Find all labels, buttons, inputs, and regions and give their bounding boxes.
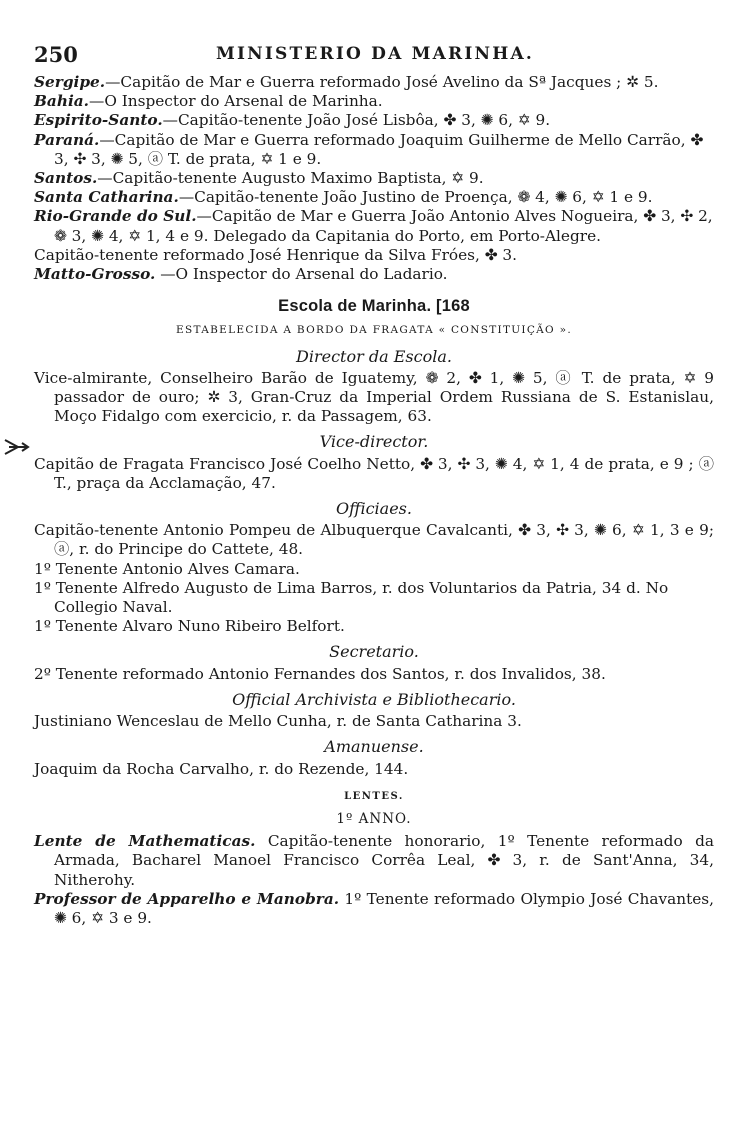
running-title: MINISTERIO DA MARINHA. [215, 44, 534, 64]
staff-entry: 1º Tenente Antonio Alves Camara. [34, 559, 300, 578]
province-entry [34, 111, 714, 130]
province-text: Capitão-tenente reformado José Henrique da Silva Fróes, ✤ 3. [34, 245, 518, 264]
province-name: Matto-Grosso. [34, 265, 156, 284]
subsection-heading: Director da Escola. [296, 346, 452, 366]
staff-entry: 1º Tenente Alfredo Augusto de Lima Barros, r. dos Voluntarios da Patria, 34 d. No Collegio Naval. [34, 578, 669, 617]
province-entry [34, 188, 714, 207]
lente-entry [34, 890, 714, 928]
lente-subject: Lente de Mathematicas. [34, 832, 256, 851]
staff-entry: Capitão de Fragata Francisco José Coelho Netto, ✤ 3, ✣ 3, ✺ 4, ✡ 1, 4 de prata, e 9 ; ⓐ T., praça da Acclamação, 47. [34, 454, 714, 492]
page-header [34, 42, 716, 70]
provinces-list [34, 73, 714, 284]
province-text: —O Inspector do Arsenal de Marinha. [89, 92, 383, 111]
province-text: —Capitão de Mar e Guerra reformado Joaquim Guilherme de Mello Carrão, ✤ 3, ✣ 3, ✺ 5, ⓐ T. de prata, ✡ 1 e 9. [54, 130, 704, 168]
province-entry [34, 131, 714, 169]
province-text: —O Inspector do Arsenal do Ladario. [155, 265, 448, 284]
subsection-heading: Vice-director. [319, 432, 429, 452]
province-entry [34, 92, 714, 111]
province-entry [34, 246, 714, 265]
province-entry [34, 73, 714, 92]
staff-entry: Justiniano Wenceslau de Mello Cunha, r. de Santa Catharina 3. [34, 712, 522, 731]
staff-entry: Capitão-tenente Antonio Pompeu de Albuquerque Cavalcanti, ✤ 3, ✣ 3, ✺ 6, ✡ 1, 3 e 9; ⓐ, r. do Principe do Cattete, 48. [34, 521, 714, 559]
province-text: —Capitão de Mar e Guerra reformado José Avelino da Sª Jacques ; ✲ 5. [105, 73, 659, 91]
subsection-heading: Secretario. [329, 642, 419, 662]
province-name: Santa Catharina. [34, 188, 179, 207]
pointing-hand-mark-icon [2, 436, 32, 458]
lente-subject: Professor de Apparelho e Manobra. [34, 889, 340, 908]
year-heading: 1º ANNO. [336, 810, 412, 827]
lente-text: 1º Tenente reformado Olympio José Chavantes, ✺ 6, ✡ 3 e 9. [54, 889, 714, 927]
section-subtitle: ESTABELECIDA A BORDO DA FRAGATA « CONSTITUIÇÃO ». [176, 324, 572, 337]
staff-entry: 1º Tenente Alvaro Nuno Ribeiro Belfort. [34, 617, 345, 636]
province-text: —Capitão-tenente João Justino de Proença, ❁ 4, ✺ 6, ✡ 1 e 9. [178, 188, 653, 207]
staff-entry: Joaquim da Rocha Carvalho, r. do Rezende, 144. [34, 759, 409, 778]
staff-entry: 2º Tenente reformado Antonio Fernandes dos Santos, r. dos Invalidos, 38. [34, 664, 606, 683]
page-content [34, 73, 714, 928]
province-name: Rio-Grande do Sul. [34, 207, 197, 226]
province-text: —Capitão-tenente João José Lisbôa, ✤ 3, ✺ 6, ✡ 9. [162, 111, 551, 130]
lentes-heading: LENTES. [344, 790, 404, 802]
province-name: Bahia. [34, 92, 90, 111]
province-text: —Capitão-tenente Augusto Maximo Baptista, ✡ 9. [97, 169, 484, 188]
province-entry [34, 207, 714, 245]
province-name: Sergipe. [34, 73, 106, 91]
section-title: Escola de Marinha. [168 [278, 297, 470, 316]
province-entry [34, 265, 714, 284]
subsection-heading: Official Archivista e Bibliothecario. [232, 689, 516, 709]
subsection-heading: Amanuense. [324, 737, 424, 757]
province-text: —Capitão de Mar e Guerra João Antonio Alves Nogueira, ✤ 3, ✣ 2, ❁ 3, ✺ 4, ✡ 1, 4 e 9. Delegado da Capitania do Porto, em Porto-Alegre. [54, 207, 713, 245]
province-name: Paraná. [34, 130, 100, 149]
subsection-heading: Officiaes. [336, 499, 412, 519]
page-number: 250 [34, 42, 78, 67]
province-name: Espirito-Santo. [34, 111, 163, 130]
lente-text: Capitão-tenente honorario, 1º Tenente reformado da Armada, Bacharel Manoel Francisco Corrêa Leal, ✤ 3, r. de Sant'Anna, 34, Nitherohy. [54, 832, 714, 889]
province-name: Santos. [34, 169, 98, 188]
lente-entry [34, 832, 714, 890]
staff-entry: Vice-almirante, Conselheiro Barão de Iguatemy, ❁ 2, ✤ 1, ✺ 5, ⓐ T. de prata, ✡ 9 passador de ouro; ✲ 3, Gran-Cruz da Imperial Ordem Russiana de S. Estanislau, Moço Fidalgo com exercicio, r. da Passagem, 63. [34, 368, 714, 426]
province-entry [34, 169, 714, 188]
